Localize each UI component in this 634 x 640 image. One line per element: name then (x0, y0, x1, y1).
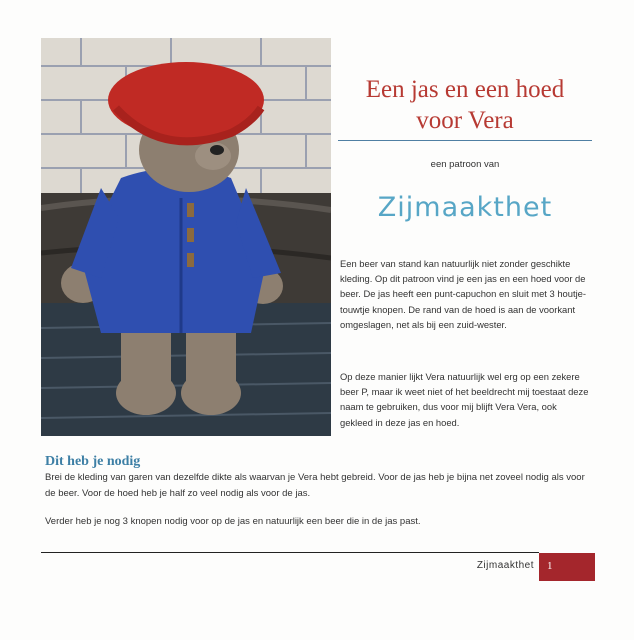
page-number: 1 (547, 560, 553, 572)
section-heading: Dit heb je nodig (45, 454, 141, 469)
byline: een patroon van (430, 159, 500, 170)
footer-divider (41, 552, 539, 553)
page-number-box (539, 553, 595, 581)
brand-logo: Zijmaakthet (377, 192, 553, 223)
title-divider (338, 140, 592, 141)
title-line-1: Een jas en een hoed (365, 76, 565, 103)
bear-photo (41, 38, 331, 436)
document-title (338, 74, 592, 136)
footer-brand: Zijmaakthet (476, 560, 534, 571)
intro-paragraph-2: Op deze manier lijkt Vera natuurlijk wel erg op een zekere beer P, maar ik weet niet of het beeldrecht mij toestaat deze naam te gebruiken, dus voor mij blijft Vera Vera, ook gekleed in deze jas en hoed. (340, 371, 589, 428)
intro-paragraph: Een beer van stand kan natuurlijk niet zonder geschikte kleding. Op dit patroon vind je een jas en een hoed voor de beer. De jas heeft een punt-capuchon en sluit met 3 houtje-touwtje knopen. De rand van de hoed is aan de voorkant omgeslagen, net als bij een zuid-wester. (340, 258, 586, 330)
title-line-2: voor Vera (416, 107, 514, 134)
section-paragraph-1: Brei de kleding van garen van dezelfde dikte als waarvan je Vera hebt gebreid. Voor de jas heb je bijna net zoveel nodig als voor de beer. Voor de hoed heb je half zo veel nodig als voor de jas. (45, 472, 585, 499)
section-paragraph-2: Verder heb je nog 3 knopen nodig voor op de jas en natuurlijk een beer die in de jas past. (45, 516, 421, 527)
